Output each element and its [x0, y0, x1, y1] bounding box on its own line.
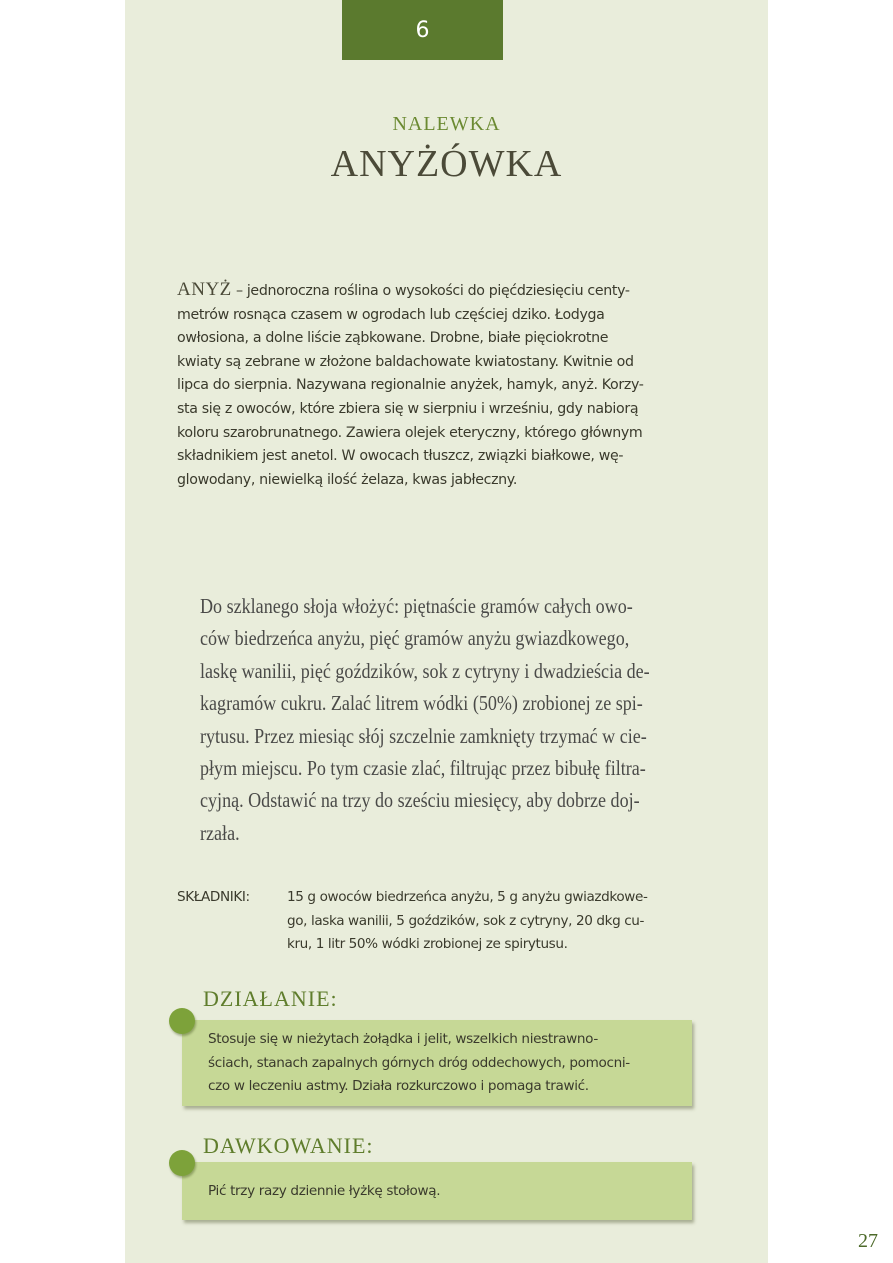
- intro-line: sta się z owoców, które zbiera się w sierpniu i wrześniu, gdy nabiorą: [177, 400, 639, 417]
- intro-line: glowodany, niewielką ilość żelaza, kwas jabłeczny.: [177, 471, 517, 488]
- plant-description: [177, 278, 707, 492]
- bullet-dot-icon: [169, 1008, 195, 1034]
- intro-line: koloru szarobrunatnego. Zawiera olejek eteryczny, którego głównym: [177, 424, 643, 441]
- book-page: [125, 0, 878, 1263]
- page-title: ANYŻÓWKA: [330, 143, 563, 185]
- bullet-dot-icon: [169, 1150, 195, 1176]
- intro-line: ANYŻ – jednoroczna roślina o wysokości do pięćdziesięciu centy-: [177, 279, 630, 300]
- recipe-line: rzała.: [200, 820, 240, 845]
- intro-lead: ANYŻ: [177, 279, 232, 300]
- dosage-box: Pić trzy razy dziennie łyżkę stołową.: [182, 1162, 692, 1220]
- recipe-line: płym miejscu. Po tym czasie zlać, filtrując przez bibułę filtra-: [200, 756, 646, 781]
- recipe-line: cyjną. Odstawić na trzy do sześciu miesięcy, aby dobrze doj-: [200, 788, 640, 813]
- recipe-line: laskę wanilii, pięć goździków, sok z cytryny i dwadzieścia de-: [200, 658, 650, 683]
- ingredients-label: SKŁADNIKI:: [177, 889, 250, 905]
- dosage-heading: DAWKOWANIE:: [203, 1133, 374, 1158]
- intro-line: lipca do sierpnia. Nazywana regionalnie anyżek, hamyk, anyż. Korzy-: [177, 377, 644, 394]
- intro-line: składnikiem jest anetol. W owocach tłuszcz, związki białkowe, wę-: [177, 448, 624, 465]
- intro-line: metrów rosnąca czasem w ogrodach lub częściej dziko. Łodyga: [177, 306, 605, 323]
- recipe-line: Do szklanego słoja włożyć: piętnaście gramów całych owo-: [200, 594, 633, 618]
- recipe-line: rytusu. Przez miesiąc słój szczelnie zamknięty trzymać w cie-: [200, 723, 647, 748]
- recipe-instructions: [200, 590, 650, 849]
- recipe-category: NALEWKA: [392, 113, 501, 135]
- recipe-line: kagramów cukru. Zalać litrem wódki (50%) zrobionej ze spi-: [200, 691, 643, 716]
- action-box: Stosuje się w nieżytach żołądka i jelit, wszelkich niestrawno- ściach, stanach zapalnych górnych dróg oddechowych, pomocni- czo w leczeniu astmy. Działa rozkurczowo i pomaga trawić.: [182, 1020, 692, 1106]
- action-heading: DZIAŁANIE:: [203, 986, 338, 1011]
- intro-line: owłosiona, a dolne liście ząbkowane. Drobne, białe pięciokrotne: [177, 330, 609, 347]
- page-number: 27: [858, 1230, 878, 1252]
- ingredients-text: 15 g owoców biedrzeńca anyżu, 5 g anyżu gwiazdkowe- go, laska wanilii, 5 goździków, sok z cytryny, 20 dkg cu- kru, 1 litr 50% wódki zrobionej ze spirytusu.: [287, 889, 648, 952]
- recipe-line: ców biedrzeńca anyżu, pięć gramów anyżu gwiazdkowego,: [200, 626, 630, 651]
- intro-line: kwiaty są zebrane w złożone baldachowate kwiatostany. Kwitnie od: [177, 353, 634, 370]
- chapter-number-tab: 6: [342, 0, 503, 60]
